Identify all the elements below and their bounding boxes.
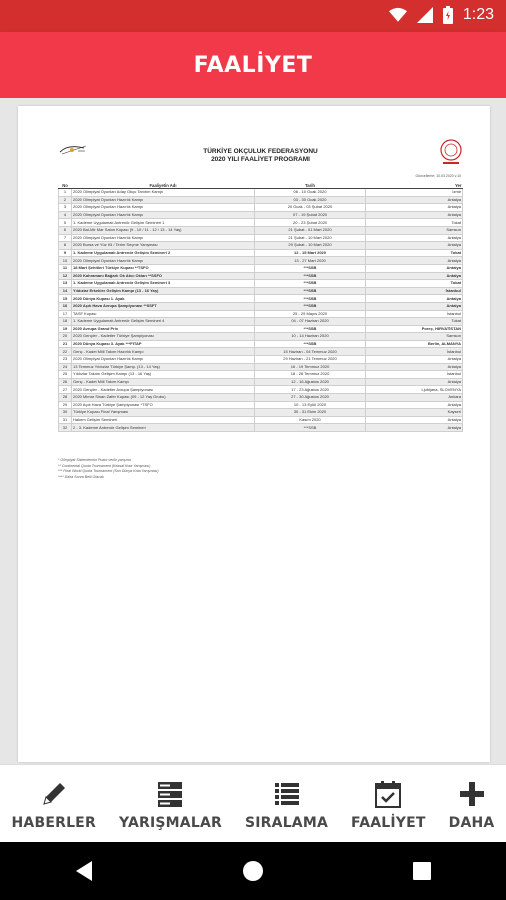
cell-date: 06 - 10 Ocak 2020 [255,189,366,197]
cell-date: 30 - 31 Ekim 2020 [255,409,366,417]
battery-icon [443,6,453,24]
note-line: **** Daha Sonra Belli Olacak [58,474,104,479]
cell-place: Samsun [366,226,463,234]
cell-no: 13 [59,280,72,288]
note-line: ** Continental Quota Tournament (Kıtasal Kota Yarışması) [58,463,151,468]
cell-no: 15 [59,295,72,303]
col-date-header: Tarih [255,182,366,189]
table-row [59,386,463,394]
cell-no: 20 [59,333,72,341]
cell-name: 2020 Dünya Kupası 1. Ayak [72,295,255,303]
cell-place: Tokat [366,280,463,288]
wifi-icon [389,7,407,23]
col-no-header: No [59,182,72,189]
signal-icon [417,7,433,23]
table-row [59,234,463,242]
cell-name: 2 - 3. Kademe Antrenör Gelişim Semineri [72,424,255,432]
table-row [59,264,463,272]
cell-date: ***SSB [255,264,366,272]
table-row [59,257,463,265]
cell-date: 21 Şubat - 10 Mart 2020 [255,234,366,242]
table-row [59,371,463,379]
cell-place: İstanbul [366,371,463,379]
page-title: FAALİYET [193,52,313,78]
cell-no: 10 [59,257,72,265]
col-name-header: Faaliyetin Adı [72,182,255,189]
cell-place: Samsun [366,333,463,341]
table-row [59,325,463,333]
document-title-line2: 2020 YILI FAALİYET PROGRAMI [211,156,310,163]
table-row [59,363,463,371]
nav-label: HABERLER [11,815,96,831]
cell-place: Antalya [366,211,463,219]
cell-date: ***SSB [255,287,366,295]
table-row [59,302,463,310]
cell-no: 32 [59,424,72,432]
cell-name: 18 Mart Şehitleri Türkiye Kupası **TSFO [72,264,255,272]
table-row [59,378,463,386]
cell-date: 20 - 23 Şubat 2020 [255,219,366,227]
table-row [59,340,463,348]
cell-place: Antalya [366,272,463,280]
cell-name: Genç - Kadet Milli Takım Kampı [72,378,255,386]
cell-no: 22 [59,348,72,356]
col-place-header: Yer [366,182,463,189]
cell-name: 2020 Bursa ve Yüz Kil / Terim Seçme Yarışması [72,242,255,250]
cell-name: 1. Kademe Uygulamalı Antrenör Gelişim Semineri 4 [72,318,255,326]
home-button[interactable] [233,851,273,891]
back-icon [74,860,94,882]
activity-table [58,182,463,432]
cell-no: 12 [59,272,72,280]
cell-name: 2020 Olimpiyat Oyunları Aday Okçu Tanıtım Kampı [72,189,255,197]
cell-place: İzmir [366,189,463,197]
cell-no: 21 [59,340,72,348]
cell-place: Berlin, ALMANYA [366,340,463,348]
cell-name: 2020 Olimpiyat Oyunları Hazırlık Kampı [72,234,255,242]
cell-no: 24 [59,363,72,371]
nav-item-haberler[interactable] [12,765,96,831]
nav-label: YARIŞMALAR [118,815,222,831]
cell-place: Antalya [366,378,463,386]
status-time: 1:23 [462,6,494,23]
list-icon [272,779,302,809]
table-row [59,416,463,424]
cell-name: 1. Kademe Uygulamalı Antrenör Gelişim Semineri 2 [72,249,255,257]
cell-date: 20 Ocak - 03 Şubat 2020 [255,204,366,212]
cell-name: TASF Kupası [72,310,255,318]
cell-date: 17 - 23 Ağustos 2020 [255,386,366,394]
cell-date: 25 - 29 Mayıs 2020 [255,310,366,318]
cell-name: Yıldızlar Erkekler Gelişim Kampı (13 - 16 Yaş) [72,287,255,295]
pencil-icon [39,779,69,809]
nav-label: FAALİYET [351,815,426,831]
cell-no: 6 [59,226,72,234]
ministry-logo-icon [439,138,463,166]
table-row [59,424,463,432]
cell-place: Antalya [366,302,463,310]
cell-date: 10 - 13 Eylül 2020 [255,401,366,409]
cell-date: ***SSB [255,325,366,333]
table-row [59,226,463,234]
cell-place: Antalya [366,242,463,250]
cell-date: ***SSB [255,302,366,310]
cell-date: 10 - 14 Haziran 2020 [255,333,366,341]
cell-no: 7 [59,234,72,242]
cell-name: 2020 Olimpiyat Oyunları Hazırlık Kampı [72,257,255,265]
cell-place: Antalya [366,264,463,272]
nav-item-siralama[interactable] [245,765,328,831]
app-bar [0,32,506,98]
cell-name: Yıldızlar Takımı Gelişim Kampı (13 - 16 Yaş) [72,371,255,379]
table-row [59,348,463,356]
cell-date: 07 - 19 Şubat 2020 [255,211,366,219]
cell-name: 2020 Mimar Sinan Zafer Kupası (09 - 12 Yaş Grubu) [72,394,255,402]
table-row [59,211,463,219]
cell-place: Poreç, HIRVATİSTAN [366,325,463,333]
cell-date: 18 - 26 Temmuz 2020 [255,371,366,379]
cell-name: Hakem Gelişim Semineri [72,416,255,424]
cell-no: 18 [59,318,72,326]
cell-place: Antalya [366,234,463,242]
cell-name: 2020 Olimpiyat Oyunları Hazırlık Kampı [72,356,255,364]
nav-label: DAHA [448,815,495,831]
system-navigation-bar [0,842,506,900]
cell-no: 16 [59,302,72,310]
cell-date: ***SSB [255,272,366,280]
cell-no: 31 [59,416,72,424]
cell-date: 03 - 30 Ocak 2020 [255,196,366,204]
cell-place: Kayseri [366,409,463,417]
cell-no: 14 [59,287,72,295]
table-row [59,295,463,303]
cell-name: 2020 Gençler - Kadetler Türkiye Şampiyonası [72,333,255,341]
cell-name: 2020 Gençler - Kadetler Avrupa Şampiyonası [72,386,255,394]
cell-no: 11 [59,264,72,272]
document-viewer[interactable] [0,98,506,764]
note-line: *** Final World Quota Tournament (Son Dünya Kota Yarışması) [58,469,159,474]
nav-item-yarismalar[interactable] [119,765,222,831]
table-row [59,394,463,402]
table-row [59,272,463,280]
cell-date: ***SSB [255,295,366,303]
cell-no: 28 [59,394,72,402]
cell-date: 15 Haziran - 04 Temmuz 2020 [255,348,366,356]
cell-name: 2020 Kahramanı Bağarlı Ok Atıcı Okları **SSFO [72,272,255,280]
table-row [59,189,463,197]
cell-no: 29 [59,401,72,409]
cell-name: 2020 Açık Hava Avrupa Şampiyonası **SSFT [72,302,255,310]
table-row [59,204,463,212]
cell-date: ***SSB [255,340,366,348]
nav-label: SIRALAMA [244,815,329,831]
cell-place: İstanbul [366,310,463,318]
cell-no: 30 [59,409,72,417]
cell-place: Antalya [366,257,463,265]
cell-name: 2020 Avrupa Grand Prix [72,325,255,333]
table-row [59,409,463,417]
cell-date: 16 - 19 Temmuz 2020 [255,363,366,371]
cell-place: Antalya [366,356,463,364]
cell-name: 1. Kademe Uygulamalı Antrenör Gelişim Semineri 3 [72,280,255,288]
table-row [59,287,463,295]
nav-item-daha[interactable] [449,765,495,831]
cell-no: 27 [59,386,72,394]
cell-date: 29 Şubat - 10 Mart 2020 [255,242,366,250]
cell-place: Antalya [366,424,463,432]
nav-item-faaliyet[interactable] [351,765,426,831]
cell-no: 23 [59,356,72,364]
cell-no: 9 [59,249,72,257]
document-header [58,138,463,178]
calendar-check-icon [373,779,403,809]
recents-button[interactable] [402,851,442,891]
cell-name: Türkiye Kupası Final Yarışması [72,409,255,417]
status-bar [0,0,506,32]
cell-name: 1. Kademe Uygulamalı Antrenör Gelişim Semineri 1 [72,219,255,227]
cell-place: İstanbul [366,287,463,295]
document-title [58,148,463,164]
plus-icon [457,779,487,809]
cell-place: Tokat [366,318,463,326]
cell-date: ***SSB [255,424,366,432]
document-title-line1: TÜRKİYE OKÇULUK FEDERASYONU [203,148,318,155]
cell-place: Ankara [366,394,463,402]
table-row [59,242,463,250]
cell-place: Antalya [366,295,463,303]
cell-date: 27 - 30 Ağustos 2020 [255,394,366,402]
cell-no: 3 [59,204,72,212]
table-row [59,280,463,288]
cell-name: 2020 Açık Hava Türkiye Şampiyonası *TSFO [72,401,255,409]
cell-place: Antalya [366,363,463,371]
note-line: * Olimpiyat Sistemlerinin Puanı verilir yarışma [58,458,131,462]
table-row [59,401,463,409]
cell-no: 8 [59,242,72,250]
home-icon [242,860,264,882]
document-reference: Güncelleme: 10.03.2020 v.10 [415,174,461,178]
cell-date: Kasım 2020 [255,416,366,424]
recents-icon [413,862,431,880]
cell-no: 25 [59,371,72,379]
cell-no: 4 [59,211,72,219]
table-row [59,310,463,318]
cell-no: 17 [59,310,72,318]
table-row [59,356,463,364]
cell-name: 2020 Olimpiyat Oyunları Hazırlık Kampı [72,196,255,204]
cell-place: Antalya [366,401,463,409]
status-icons [389,6,494,24]
cell-date: 12 - 16 Ağustos 2020 [255,378,366,386]
cell-date: 13 - 27 Mart 2020 [255,257,366,265]
back-button[interactable] [64,851,104,891]
document-page[interactable] [18,106,490,762]
cell-date: ***SSB [255,280,366,288]
table-body [59,189,463,432]
cell-place: Antalya [366,204,463,212]
bottom-navigation [0,764,506,843]
cell-name: 2020 Olimpiyat Oyunları Hazırlık Kampı [72,211,255,219]
cell-no: 26 [59,378,72,386]
table-row [59,249,463,257]
cell-name: Genç - Kadet Milli Takım Hazırlık Kampı [72,348,255,356]
cell-name: 2020 Dünya Kupası 3. Ayak ***FITAP [72,340,255,348]
cell-date: 04 - 07 Haziran 2020 [255,318,366,326]
server-icon [155,779,185,809]
cell-name: 2020 Bal-Mir Mar Salon Kupası (9 - 10 / 11 - 12 / 13 - 14 Yaş) [72,226,255,234]
cell-date: 21 Şubat - 01 Mart 2020 [255,226,366,234]
document-notes [58,458,318,480]
cell-no: 5 [59,219,72,227]
table-row [59,219,463,227]
cell-place: Ljubljana, SLOVENYA [366,386,463,394]
table-row [59,318,463,326]
cell-date: 29 Haziran - 21 Temmuz 2020 [255,356,366,364]
table-row [59,333,463,341]
table-row [59,196,463,204]
cell-place: Antalya [366,196,463,204]
cell-place: Tokat [366,249,463,257]
cell-no: 19 [59,325,72,333]
cell-no: 1 [59,189,72,197]
cell-place: Antalya [366,416,463,424]
cell-name: 2020 Olimpiyat Oyunları Hazırlık Kampı [72,204,255,212]
cell-no: 2 [59,196,72,204]
cell-name: 13 Temmuz Yıldızlar Türkiye Şamp. (13 - 14 Yaş) [72,363,255,371]
cell-place: Tokat [366,219,463,227]
cell-date: 12 - 15 Mart 2020 [255,249,366,257]
cell-place: İstanbul [366,348,463,356]
